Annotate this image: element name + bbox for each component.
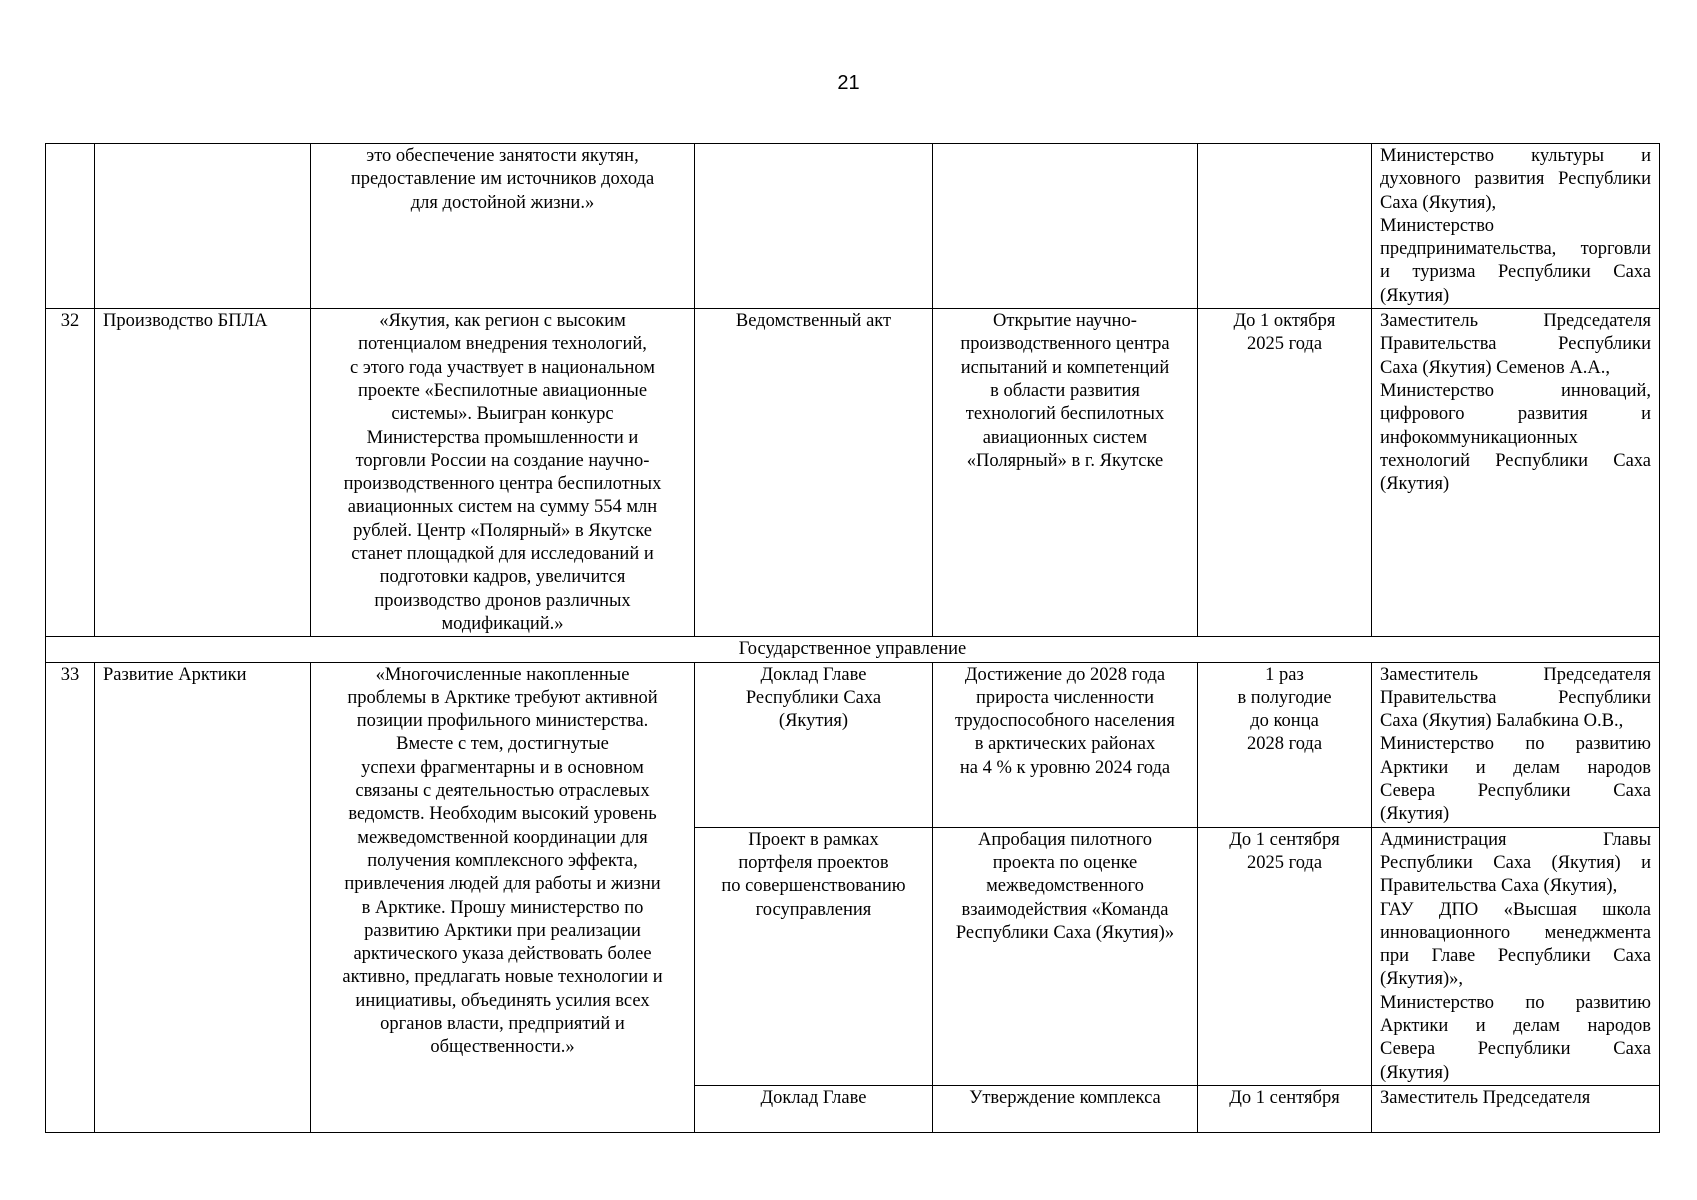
measure-name-cell: Развитие Арктики (95, 662, 311, 1132)
cell-line: для достойной жизни.» (410, 192, 595, 213)
cell-line: Министерство инноваций, (1380, 380, 1651, 401)
cell-line: и туризма Республики Саха (1380, 262, 1651, 283)
responsible-cell (1372, 144, 1660, 309)
cell-line: Севера Республики Саха (1380, 781, 1651, 802)
cell-line: рублей. Центр «Полярный» в Якутске (353, 520, 652, 541)
cell-line: это обеспечение занятости якутян, (366, 146, 639, 166)
cell-line: подготовки кадров, увеличится (379, 567, 626, 588)
cell-line: технологий Республики Саха (1380, 450, 1651, 471)
responsible-cell (1372, 309, 1660, 637)
cell-line: развитию Арктики при реализации (364, 920, 641, 941)
responsible-cell (1372, 1085, 1660, 1132)
cell-line: связаны с деятельностью отраслевых (355, 781, 650, 802)
cell-line: Арктики и делам народов (1380, 1015, 1651, 1036)
form-cell (695, 1085, 933, 1132)
cell-line: Министерство по развитию (1380, 734, 1651, 755)
cell-line: Севера Республики Саха (1380, 1039, 1651, 1060)
cell-line: авиационных систем (982, 427, 1148, 448)
cell-line: духовного развития Республики (1380, 169, 1651, 190)
cell-line: Министерство по развитию (1380, 992, 1651, 1013)
cell-line: Открытие научно- (993, 311, 1137, 332)
cell-line: цифрового развития и (1380, 404, 1651, 425)
cell-line: «Многочисленные накопленные (375, 664, 630, 685)
cell-line: трудоспособного населения (955, 711, 1175, 732)
cell-line: инновационного менеджмента (1380, 922, 1651, 943)
cell-line: системы». Выигран конкурс (391, 404, 614, 425)
deadline-cell (1198, 144, 1372, 309)
cell-line: при Главе Республики Саха (1380, 946, 1651, 967)
cell-line: Администрация Главы (1380, 829, 1651, 850)
row-number-cell: 33 (46, 662, 95, 1132)
cell-line: Правительства Республики (1380, 334, 1651, 355)
row-number-cell (46, 144, 95, 309)
cell-line: производственного центра беспилотных (343, 474, 662, 495)
cell-line: 2028 года (1246, 734, 1323, 755)
deadline-cell (1198, 1085, 1372, 1132)
cell-line: межведомственного (986, 876, 1144, 897)
cell-line: Заместитель Председателя (1380, 1087, 1591, 1108)
cell-line: госуправления (755, 899, 872, 920)
cell-line: Заместитель Председателя (1380, 311, 1651, 332)
cell-line: Правительства Саха (Якутия), (1380, 876, 1618, 897)
cell-line: Апробация пилотного (978, 829, 1152, 850)
cell-line: по совершенствованию (721, 876, 906, 897)
cell-line: органов власти, предприятий и (380, 1013, 625, 1034)
cell-line: Министерство культуры и (1380, 146, 1651, 166)
cell-line: в Арктике. Прошу министерство по (361, 897, 644, 918)
result-cell (933, 662, 1198, 827)
form-cell (695, 827, 933, 1085)
cell-line: межведомственной координации для (357, 827, 648, 848)
cell-line: Саха (Якутия), (1380, 192, 1497, 213)
deadline-cell (1198, 827, 1372, 1085)
cell-line: Правительства Республики (1380, 687, 1651, 708)
cell-line: позиции профильного министерства. (356, 711, 649, 732)
cell-line: Республики Саха (745, 687, 882, 708)
cell-line: арктического указа действовать более (353, 944, 652, 965)
cell-line: (Якутия)», (1380, 969, 1464, 990)
document-table (45, 143, 1660, 1133)
cell-line: прироста численности (976, 687, 1154, 708)
cell-line: Республики Саха (Якутия)» (955, 922, 1175, 943)
cell-line: ГАУ ДПО «Высшая школа (1380, 899, 1651, 920)
deadline-cell (1198, 662, 1372, 827)
cell-line: Доклад Главе (760, 1087, 867, 1108)
cell-line: с этого года участвует в национальном (349, 357, 656, 378)
measure-name-cell: Производство БПЛА (95, 309, 311, 637)
cell-line: торговли России на создание научно- (355, 450, 650, 471)
cell-line: инфокоммуникационных (1380, 427, 1578, 448)
cell-line: (Якутия) (1380, 285, 1450, 306)
cell-line: взаимодействия «Команда (961, 899, 1169, 920)
cell-line: 2025 года (1246, 334, 1323, 355)
cell-line: предоставление им источников дохода (350, 169, 655, 190)
cell-line: (Якутия) (1380, 474, 1450, 495)
cell-line: Проект в рамках (748, 829, 879, 850)
result-cell (933, 144, 1198, 309)
cell-line: активно, предлагать новые технологии и (342, 967, 663, 988)
result-cell (933, 1085, 1198, 1132)
cell-line: Доклад Главе (760, 664, 867, 685)
cell-line: До 1 октября (1233, 311, 1336, 332)
table-row (46, 144, 1660, 309)
cell-line: в арктических районах (974, 734, 1156, 755)
quote-cell (311, 309, 695, 637)
cell-line: на 4 % к уровню 2024 года (959, 757, 1171, 778)
responsible-cell (1372, 827, 1660, 1085)
cell-line: потенциалом внедрения технологий, (358, 334, 647, 355)
cell-line: испытаний и компетенций (960, 357, 1170, 378)
cell-line: Саха (Якутия) Балабкина О.В., (1380, 711, 1624, 732)
result-cell (933, 309, 1198, 637)
cell-line: в области развития (990, 380, 1140, 401)
cell-line: предпринимательства, торговли (1380, 239, 1651, 260)
responsible-cell (1372, 662, 1660, 827)
cell-line: Достижение до 2028 года (964, 664, 1166, 685)
cell-line: портфеля проектов (738, 852, 889, 873)
deadline-cell (1198, 309, 1372, 637)
measure-name-cell (95, 144, 311, 309)
cell-line: Арктики и делам народов (1380, 757, 1651, 778)
cell-line: «Якутия, как регион с высоким (379, 311, 626, 332)
cell-line: (Якутия) (1380, 804, 1450, 825)
cell-line: (Якутия) (778, 711, 849, 732)
cell-line: Министерство (1380, 215, 1495, 236)
row-number-cell: 32 (46, 309, 95, 637)
result-cell (933, 827, 1198, 1085)
cell-line: технологий беспилотных (965, 404, 1165, 425)
cell-line: авиационных систем на сумму 554 млн (347, 497, 658, 518)
cell-line: модификаций.» (441, 613, 564, 634)
cell-line: До 1 сентября (1229, 829, 1340, 850)
section-header-row (46, 637, 1660, 662)
quote-cell (311, 662, 695, 1132)
table-row (46, 309, 1660, 637)
cell-line: Саха (Якутия) Семенов А.А., (1380, 357, 1610, 378)
cell-line: До 1 сентября (1229, 1087, 1340, 1108)
cell-line: в полугодие (1237, 687, 1332, 708)
cell-line: Утверждение комплекса (969, 1087, 1161, 1108)
cell-line: 2025 года (1246, 852, 1323, 873)
form-cell (695, 309, 933, 637)
form-cell (695, 144, 933, 309)
cell-line: ведомств. Необходим высокий уровень (348, 804, 657, 825)
cell-line: Ведомственный акт (735, 311, 892, 332)
cell-line: производственного центра (960, 334, 1170, 355)
form-cell (695, 662, 933, 827)
page-number: 21 (837, 72, 860, 94)
cell-line: Министерства промышленности и (366, 427, 639, 448)
cell-line: Заместитель Председателя (1380, 664, 1651, 685)
cell-line: инициативы, объединять усилия всех (355, 990, 650, 1011)
cell-line: «Полярный» в г. Якутске (966, 450, 1164, 471)
quote-cell (311, 144, 695, 309)
cell-line: Республики Саха (Якутия) и (1380, 852, 1651, 873)
cell-line: Вместе с тем, достигнутые (396, 734, 609, 755)
cell-line: получения комплексного эффекта, (367, 850, 638, 871)
cell-line: общественности.» (430, 1037, 575, 1058)
cell-line: станет площадкой для исследований и (351, 544, 654, 565)
section-title: Государственное управление (46, 637, 1660, 662)
cell-line: привлечения людей для работы и жизни (344, 874, 661, 895)
cell-line: проблемы в Арктике требуют активной (347, 687, 658, 708)
cell-line: до конца (1250, 711, 1319, 732)
cell-line: производство дронов различных (374, 590, 631, 611)
cell-line: проекте «Беспилотные авиационные (357, 380, 648, 401)
cell-line: 1 раз (1265, 664, 1304, 685)
table-row (46, 662, 1660, 827)
cell-line: (Якутия) (1380, 1062, 1450, 1083)
cell-line: проекта по оценке (992, 852, 1138, 873)
cell-line: успехи фрагментарны и в основном (361, 757, 644, 778)
